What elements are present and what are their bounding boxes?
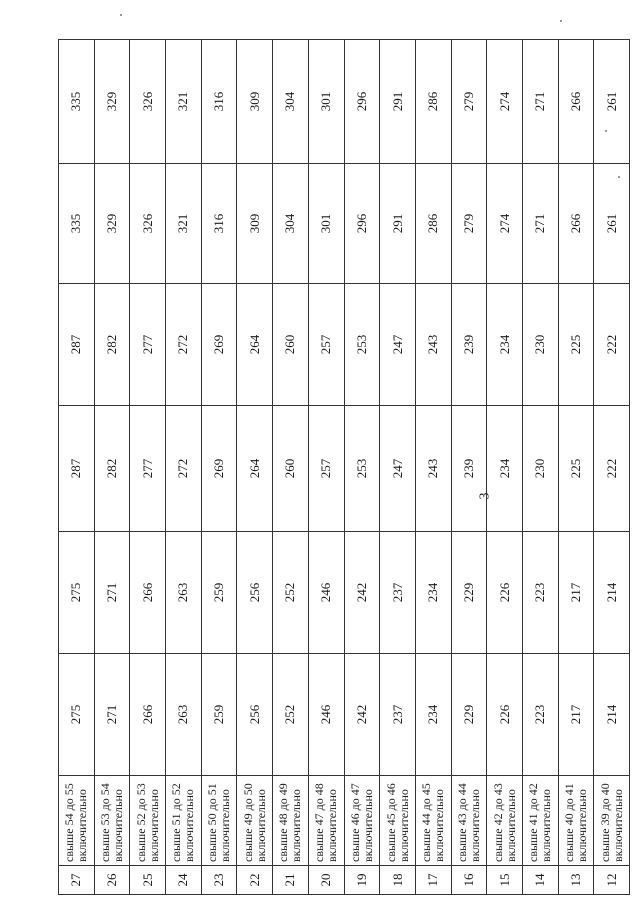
- row-number: 16: [451, 866, 487, 895]
- cell-value: 234: [487, 406, 523, 532]
- scan-speck: [618, 176, 620, 178]
- row-number: 24: [166, 866, 202, 895]
- cell-value: 291: [380, 40, 416, 164]
- cell-value: 301: [308, 164, 344, 284]
- page-number: 3: [477, 492, 493, 500]
- row-number: 21: [273, 866, 309, 895]
- cell-value: 329: [94, 40, 130, 164]
- cell-value: 326: [130, 40, 166, 164]
- row-label: свыше 53 до 54 включительно: [94, 776, 130, 866]
- cell-value: 222: [594, 406, 630, 532]
- cell-value: 282: [94, 406, 130, 532]
- table-row: [308, 40, 344, 895]
- table-row: [130, 40, 166, 895]
- rate-table-container: [58, 40, 628, 895]
- row-number: 12: [594, 866, 630, 895]
- table-row: [201, 40, 237, 895]
- cell-value: 234: [415, 532, 451, 654]
- table-row: [487, 40, 523, 895]
- row-number: 25: [130, 866, 166, 895]
- row-number: 22: [237, 866, 273, 895]
- cell-value: 230: [522, 406, 558, 532]
- cell-value: 316: [201, 164, 237, 284]
- cell-value: 237: [380, 532, 416, 654]
- cell-value: 326: [130, 164, 166, 284]
- cell-value: 275: [59, 654, 95, 776]
- row-label: свыше 39 до 40 включительно: [594, 776, 630, 866]
- row-number: 19: [344, 866, 380, 895]
- row-label: свыше 52 до 53 включительно: [130, 776, 166, 866]
- table-row: [415, 40, 451, 895]
- row-label: свыше 42 до 43 включительно: [487, 776, 523, 866]
- cell-value: 223: [522, 654, 558, 776]
- cell-value: 226: [487, 654, 523, 776]
- cell-value: 309: [237, 164, 273, 284]
- cell-value: 261: [594, 164, 630, 284]
- cell-value: 282: [94, 284, 130, 406]
- cell-value: 226: [487, 532, 523, 654]
- row-label: свыше 41 до 42 включительно: [522, 776, 558, 866]
- scan-speck: [120, 14, 122, 16]
- cell-value: 229: [451, 654, 487, 776]
- cell-value: 239: [451, 284, 487, 406]
- row-label: свыше 47 до 48 включительно: [308, 776, 344, 866]
- cell-value: 260: [273, 406, 309, 532]
- table-row: [522, 40, 558, 895]
- row-number: 13: [558, 866, 594, 895]
- cell-value: 264: [237, 406, 273, 532]
- row-number: 17: [415, 866, 451, 895]
- cell-value: 269: [201, 406, 237, 532]
- cell-value: 253: [344, 406, 380, 532]
- cell-value: 259: [201, 654, 237, 776]
- cell-value: 247: [380, 284, 416, 406]
- scan-speck: [560, 20, 562, 22]
- cell-value: 304: [273, 164, 309, 284]
- row-number: 18: [380, 866, 416, 895]
- cell-value: 275: [59, 532, 95, 654]
- cell-value: 291: [380, 164, 416, 284]
- cell-value: 266: [130, 654, 166, 776]
- row-label: свыше 54 до 55 включительно: [59, 776, 95, 866]
- row-number: 23: [201, 866, 237, 895]
- cell-value: 247: [380, 406, 416, 532]
- cell-value: 229: [451, 532, 487, 654]
- cell-value: 257: [308, 406, 344, 532]
- table-row: [558, 40, 594, 895]
- cell-value: 316: [201, 40, 237, 164]
- cell-value: 237: [380, 654, 416, 776]
- cell-value: 271: [94, 654, 130, 776]
- cell-value: 217: [558, 532, 594, 654]
- cell-value: 243: [415, 284, 451, 406]
- cell-value: 252: [273, 532, 309, 654]
- row-label: свыше 50 до 51 включительно: [201, 776, 237, 866]
- cell-value: 246: [308, 654, 344, 776]
- cell-value: 253: [344, 284, 380, 406]
- cell-value: 269: [201, 284, 237, 406]
- cell-value: 271: [522, 40, 558, 164]
- cell-value: 304: [273, 40, 309, 164]
- cell-value: 321: [166, 164, 202, 284]
- cell-value: 274: [487, 164, 523, 284]
- table-row: [237, 40, 273, 895]
- cell-value: 260: [273, 284, 309, 406]
- cell-value: 230: [522, 284, 558, 406]
- cell-value: 214: [594, 654, 630, 776]
- row-number: 27: [59, 866, 95, 895]
- cell-value: 286: [415, 40, 451, 164]
- cell-value: 335: [59, 40, 95, 164]
- cell-value: 286: [415, 164, 451, 284]
- cell-value: 296: [344, 40, 380, 164]
- cell-value: 263: [166, 654, 202, 776]
- row-label: свыше 49 до 50 включительно: [237, 776, 273, 866]
- cell-value: 263: [166, 532, 202, 654]
- cell-value: 214: [594, 532, 630, 654]
- cell-value: 256: [237, 532, 273, 654]
- cell-value: 287: [59, 406, 95, 532]
- cell-value: 272: [166, 406, 202, 532]
- cell-value: 223: [522, 532, 558, 654]
- cell-value: 266: [558, 40, 594, 164]
- cell-value: 246: [308, 532, 344, 654]
- table-row: [451, 40, 487, 895]
- cell-value: 266: [558, 164, 594, 284]
- cell-value: 271: [94, 532, 130, 654]
- cell-value: 259: [201, 532, 237, 654]
- table-row: [59, 40, 95, 895]
- table-row: [344, 40, 380, 895]
- cell-value: 296: [344, 164, 380, 284]
- cell-value: 242: [344, 532, 380, 654]
- table-row: [273, 40, 309, 895]
- cell-value: 309: [237, 40, 273, 164]
- row-number: 14: [522, 866, 558, 895]
- cell-value: 321: [166, 40, 202, 164]
- cell-value: 279: [451, 40, 487, 164]
- cell-value: 266: [130, 532, 166, 654]
- row-number: 26: [94, 866, 130, 895]
- table-row: [94, 40, 130, 895]
- cell-value: 264: [237, 284, 273, 406]
- row-label: свыше 48 до 49 включительно: [273, 776, 309, 866]
- cell-value: 335: [59, 164, 95, 284]
- row-label: свыше 46 до 47 включительно: [344, 776, 380, 866]
- cell-value: 234: [487, 284, 523, 406]
- scan-speck: [605, 130, 607, 132]
- row-label: свыше 51 до 52 включительно: [166, 776, 202, 866]
- cell-value: 271: [522, 164, 558, 284]
- cell-value: 217: [558, 654, 594, 776]
- cell-value: 252: [273, 654, 309, 776]
- rate-table-body: [59, 40, 630, 895]
- table-row: [166, 40, 202, 895]
- table-row: [380, 40, 416, 895]
- cell-value: 234: [415, 654, 451, 776]
- cell-value: 239: [451, 406, 487, 532]
- row-label: свыше 44 до 45 включительно: [415, 776, 451, 866]
- cell-value: 225: [558, 284, 594, 406]
- cell-value: 261: [594, 40, 630, 164]
- cell-value: 243: [415, 406, 451, 532]
- table-row: [594, 40, 630, 895]
- rate-table: [58, 39, 630, 895]
- cell-value: 277: [130, 284, 166, 406]
- row-number: 20: [308, 866, 344, 895]
- cell-value: 222: [594, 284, 630, 406]
- cell-value: 279: [451, 164, 487, 284]
- cell-value: 242: [344, 654, 380, 776]
- cell-value: 225: [558, 406, 594, 532]
- cell-value: 287: [59, 284, 95, 406]
- cell-value: 274: [487, 40, 523, 164]
- row-number: 15: [487, 866, 523, 895]
- row-label: свыше 43 до 44 включительно: [451, 776, 487, 866]
- row-label: свыше 40 до 41 включительно: [558, 776, 594, 866]
- cell-value: 301: [308, 40, 344, 164]
- row-label: свыше 45 до 46 включительно: [380, 776, 416, 866]
- cell-value: 329: [94, 164, 130, 284]
- cell-value: 256: [237, 654, 273, 776]
- cell-value: 277: [130, 406, 166, 532]
- cell-value: 272: [166, 284, 202, 406]
- cell-value: 257: [308, 284, 344, 406]
